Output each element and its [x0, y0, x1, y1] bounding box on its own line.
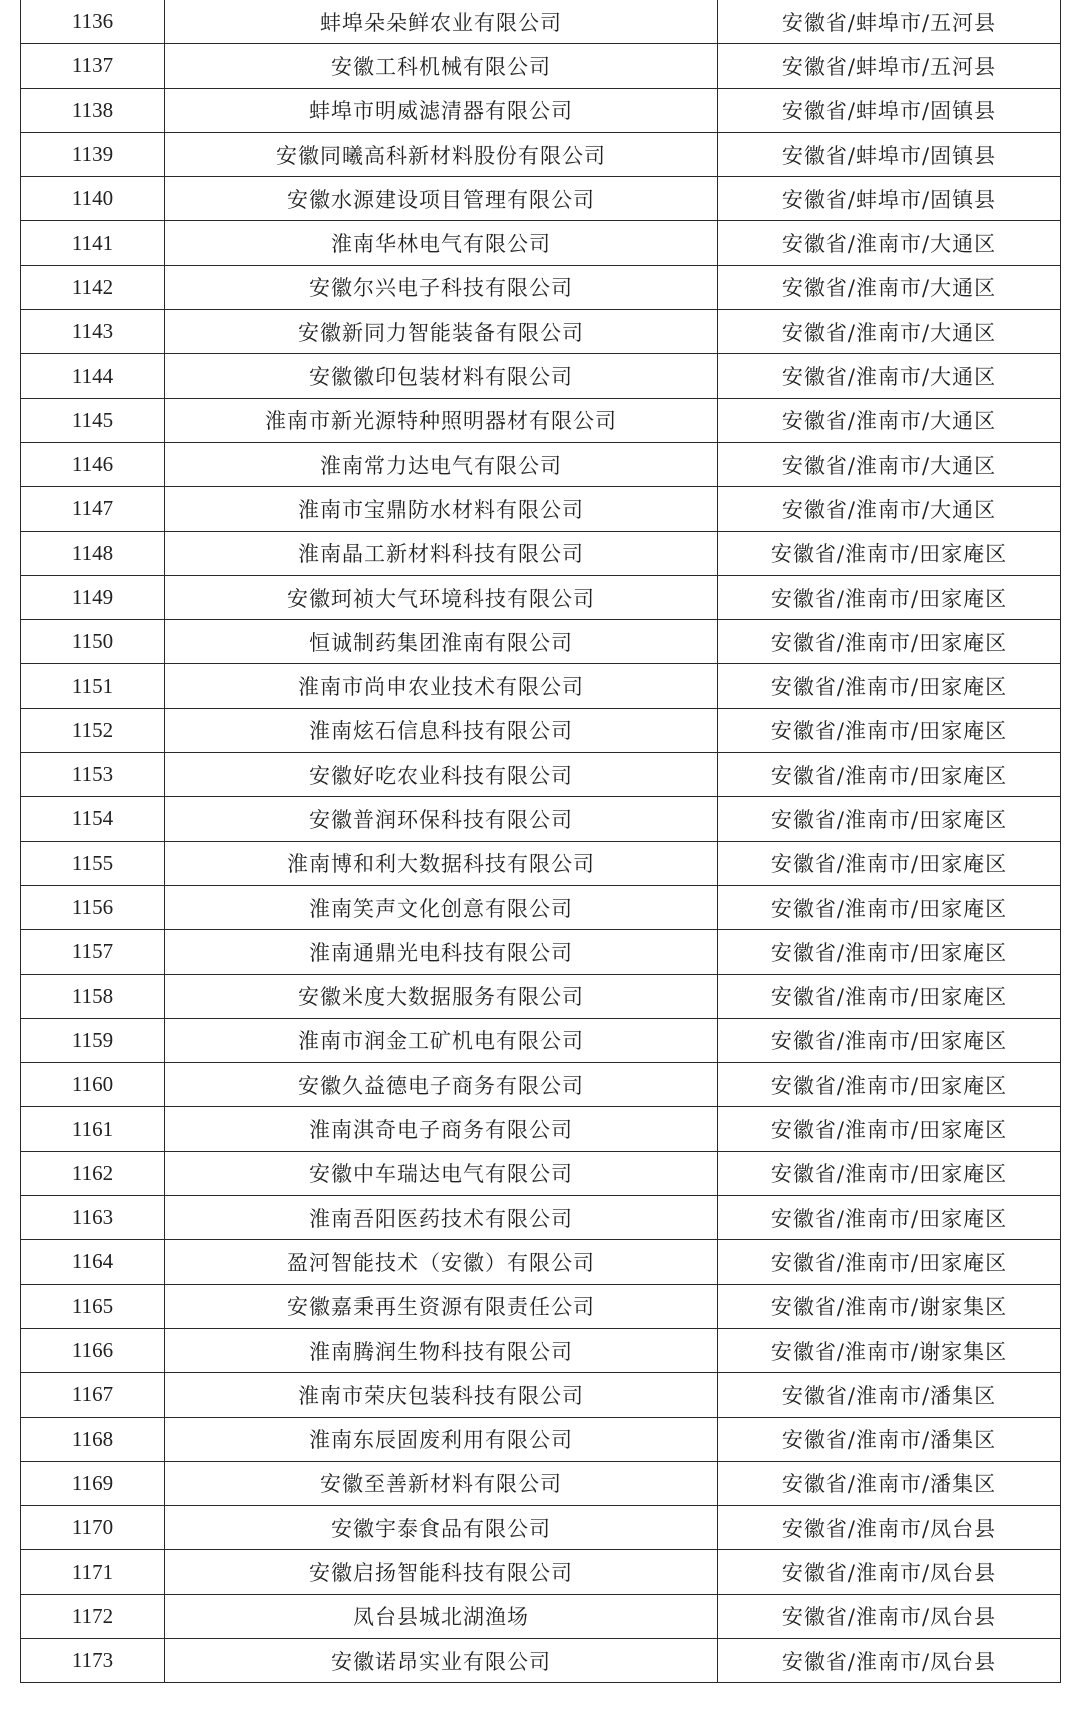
company-name-cell: 淮南腾润生物科技有限公司	[165, 1328, 718, 1372]
table-row	[21, 1196, 1061, 1240]
location-cell: 安徽省/淮南市/田家庵区	[718, 930, 1061, 974]
row-number-cell: 1149	[21, 575, 165, 619]
location-cell: 安徽省/淮南市/田家庵区	[718, 531, 1061, 575]
row-number-cell: 1144	[21, 354, 165, 398]
company-name-cell: 安徽米度大数据服务有限公司	[165, 974, 718, 1018]
location-cell: 安徽省/淮南市/田家庵区	[718, 664, 1061, 708]
table-row	[21, 797, 1061, 841]
row-number-cell: 1169	[21, 1461, 165, 1505]
company-name-cell: 淮南博和利大数据科技有限公司	[165, 841, 718, 885]
company-name-cell: 安徽中车瑞达电气有限公司	[165, 1151, 718, 1195]
table-row	[21, 841, 1061, 885]
table-row	[21, 1107, 1061, 1151]
company-name-cell: 淮南常力达电气有限公司	[165, 442, 718, 486]
table-row	[21, 132, 1061, 176]
table-row	[21, 221, 1061, 265]
row-number-cell: 1165	[21, 1284, 165, 1328]
row-number-cell: 1150	[21, 620, 165, 664]
location-cell: 安徽省/淮南市/田家庵区	[718, 1107, 1061, 1151]
table-row	[21, 265, 1061, 309]
company-name-cell: 安徽好吃农业科技有限公司	[165, 753, 718, 797]
table-row	[21, 620, 1061, 664]
row-number-cell: 1168	[21, 1417, 165, 1461]
location-cell: 安徽省/淮南市/谢家集区	[718, 1328, 1061, 1372]
row-number-cell: 1163	[21, 1196, 165, 1240]
company-name-cell: 蚌埠市明威滤清器有限公司	[165, 88, 718, 132]
table-row	[21, 1550, 1061, 1594]
location-cell: 安徽省/蚌埠市/五河县	[718, 0, 1061, 44]
location-cell: 安徽省/淮南市/田家庵区	[718, 1240, 1061, 1284]
row-number-cell: 1167	[21, 1373, 165, 1417]
row-number-cell: 1161	[21, 1107, 165, 1151]
row-number-cell: 1136	[21, 0, 165, 44]
location-cell: 安徽省/淮南市/田家庵区	[718, 841, 1061, 885]
location-cell: 安徽省/淮南市/谢家集区	[718, 1284, 1061, 1328]
row-number-cell: 1159	[21, 1018, 165, 1062]
company-name-cell: 安徽尔兴电子科技有限公司	[165, 265, 718, 309]
company-list-table	[20, 0, 1061, 1683]
row-number-cell: 1164	[21, 1240, 165, 1284]
company-name-cell: 淮南炫石信息科技有限公司	[165, 708, 718, 752]
row-number-cell: 1157	[21, 930, 165, 974]
table-row	[21, 1594, 1061, 1638]
row-number-cell: 1154	[21, 797, 165, 841]
location-cell: 安徽省/淮南市/田家庵区	[718, 575, 1061, 619]
row-number-cell: 1172	[21, 1594, 165, 1638]
location-cell: 安徽省/淮南市/大通区	[718, 221, 1061, 265]
company-list-table-container	[20, 0, 1060, 1683]
company-name-cell: 淮南吾阳医药技术有限公司	[165, 1196, 718, 1240]
table-row	[21, 531, 1061, 575]
company-name-cell: 安徽同曦高科新材料股份有限公司	[165, 132, 718, 176]
row-number-cell: 1155	[21, 841, 165, 885]
company-name-cell: 淮南市宝鼎防水材料有限公司	[165, 487, 718, 531]
location-cell: 安徽省/淮南市/潘集区	[718, 1461, 1061, 1505]
table-body	[21, 0, 1061, 1683]
location-cell: 安徽省/淮南市/大通区	[718, 398, 1061, 442]
location-cell: 安徽省/淮南市/潘集区	[718, 1417, 1061, 1461]
table-row	[21, 974, 1061, 1018]
location-cell: 安徽省/淮南市/田家庵区	[718, 620, 1061, 664]
location-cell: 安徽省/淮南市/大通区	[718, 310, 1061, 354]
location-cell: 安徽省/淮南市/潘集区	[718, 1373, 1061, 1417]
row-number-cell: 1173	[21, 1638, 165, 1682]
row-number-cell: 1143	[21, 310, 165, 354]
row-number-cell: 1145	[21, 398, 165, 442]
table-row	[21, 1063, 1061, 1107]
table-row	[21, 1018, 1061, 1062]
location-cell: 安徽省/淮南市/凤台县	[718, 1594, 1061, 1638]
table-row	[21, 442, 1061, 486]
company-name-cell: 淮南市尚申农业技术有限公司	[165, 664, 718, 708]
location-cell: 安徽省/淮南市/田家庵区	[718, 708, 1061, 752]
location-cell: 安徽省/淮南市/大通区	[718, 265, 1061, 309]
table-row	[21, 177, 1061, 221]
table-row	[21, 708, 1061, 752]
location-cell: 安徽省/淮南市/田家庵区	[718, 1018, 1061, 1062]
company-name-cell: 淮南淇奇电子商务有限公司	[165, 1107, 718, 1151]
location-cell: 安徽省/淮南市/田家庵区	[718, 885, 1061, 929]
company-name-cell: 安徽普润环保科技有限公司	[165, 797, 718, 841]
location-cell: 安徽省/淮南市/田家庵区	[718, 974, 1061, 1018]
location-cell: 安徽省/蚌埠市/固镇县	[718, 132, 1061, 176]
company-name-cell: 淮南华林电气有限公司	[165, 221, 718, 265]
location-cell: 安徽省/淮南市/田家庵区	[718, 1196, 1061, 1240]
row-number-cell: 1148	[21, 531, 165, 575]
company-name-cell: 安徽徽印包装材料有限公司	[165, 354, 718, 398]
company-name-cell: 盈河智能技术（安徽）有限公司	[165, 1240, 718, 1284]
location-cell: 安徽省/淮南市/田家庵区	[718, 1151, 1061, 1195]
company-name-cell: 淮南笑声文化创意有限公司	[165, 885, 718, 929]
table-row	[21, 575, 1061, 619]
company-name-cell: 淮南东辰固废利用有限公司	[165, 1417, 718, 1461]
table-row	[21, 354, 1061, 398]
table-row	[21, 0, 1061, 44]
company-name-cell: 恒诚制药集团淮南有限公司	[165, 620, 718, 664]
company-name-cell: 安徽水源建设项目管理有限公司	[165, 177, 718, 221]
company-name-cell: 淮南晶工新材料科技有限公司	[165, 531, 718, 575]
table-row	[21, 1417, 1061, 1461]
table-row	[21, 1506, 1061, 1550]
table-row	[21, 1151, 1061, 1195]
company-name-cell: 淮南市润金工矿机电有限公司	[165, 1018, 718, 1062]
table-row	[21, 398, 1061, 442]
table-row	[21, 44, 1061, 88]
table-row	[21, 310, 1061, 354]
location-cell: 安徽省/淮南市/凤台县	[718, 1550, 1061, 1594]
location-cell: 安徽省/蚌埠市/固镇县	[718, 88, 1061, 132]
table-row	[21, 930, 1061, 974]
company-name-cell: 安徽珂祯大气环境科技有限公司	[165, 575, 718, 619]
row-number-cell: 1147	[21, 487, 165, 531]
row-number-cell: 1141	[21, 221, 165, 265]
row-number-cell: 1146	[21, 442, 165, 486]
table-row	[21, 1284, 1061, 1328]
company-name-cell: 安徽诺昂实业有限公司	[165, 1638, 718, 1682]
company-name-cell: 安徽至善新材料有限公司	[165, 1461, 718, 1505]
row-number-cell: 1158	[21, 974, 165, 1018]
row-number-cell: 1138	[21, 88, 165, 132]
location-cell: 安徽省/淮南市/大通区	[718, 442, 1061, 486]
row-number-cell: 1166	[21, 1328, 165, 1372]
table-row	[21, 1638, 1061, 1682]
table-row	[21, 88, 1061, 132]
table-row	[21, 664, 1061, 708]
row-number-cell: 1137	[21, 44, 165, 88]
company-name-cell: 安徽久益德电子商务有限公司	[165, 1063, 718, 1107]
company-name-cell: 淮南通鼎光电科技有限公司	[165, 930, 718, 974]
row-number-cell: 1160	[21, 1063, 165, 1107]
row-number-cell: 1171	[21, 1550, 165, 1594]
location-cell: 安徽省/淮南市/大通区	[718, 354, 1061, 398]
row-number-cell: 1151	[21, 664, 165, 708]
table-row	[21, 1328, 1061, 1372]
company-name-cell: 安徽新同力智能装备有限公司	[165, 310, 718, 354]
row-number-cell: 1139	[21, 132, 165, 176]
company-name-cell: 安徽宇泰食品有限公司	[165, 1506, 718, 1550]
company-name-cell: 安徽工科机械有限公司	[165, 44, 718, 88]
company-name-cell: 淮南市新光源特种照明器材有限公司	[165, 398, 718, 442]
location-cell: 安徽省/淮南市/凤台县	[718, 1506, 1061, 1550]
location-cell: 安徽省/淮南市/大通区	[718, 487, 1061, 531]
location-cell: 安徽省/淮南市/田家庵区	[718, 753, 1061, 797]
table-row	[21, 487, 1061, 531]
row-number-cell: 1156	[21, 885, 165, 929]
location-cell: 安徽省/淮南市/田家庵区	[718, 797, 1061, 841]
location-cell: 安徽省/蚌埠市/固镇县	[718, 177, 1061, 221]
row-number-cell: 1153	[21, 753, 165, 797]
row-number-cell: 1162	[21, 1151, 165, 1195]
row-number-cell: 1140	[21, 177, 165, 221]
table-row	[21, 1240, 1061, 1284]
company-name-cell: 安徽启扬智能科技有限公司	[165, 1550, 718, 1594]
row-number-cell: 1142	[21, 265, 165, 309]
company-name-cell: 安徽嘉秉再生资源有限责任公司	[165, 1284, 718, 1328]
table-row	[21, 1373, 1061, 1417]
row-number-cell: 1170	[21, 1506, 165, 1550]
table-row	[21, 753, 1061, 797]
table-row	[21, 885, 1061, 929]
row-number-cell: 1152	[21, 708, 165, 752]
table-row	[21, 1461, 1061, 1505]
location-cell: 安徽省/淮南市/凤台县	[718, 1638, 1061, 1682]
location-cell: 安徽省/淮南市/田家庵区	[718, 1063, 1061, 1107]
company-name-cell: 淮南市荣庆包装科技有限公司	[165, 1373, 718, 1417]
company-name-cell: 凤台县城北湖渔场	[165, 1594, 718, 1638]
company-name-cell: 蚌埠朵朵鲜农业有限公司	[165, 0, 718, 44]
location-cell: 安徽省/蚌埠市/五河县	[718, 44, 1061, 88]
